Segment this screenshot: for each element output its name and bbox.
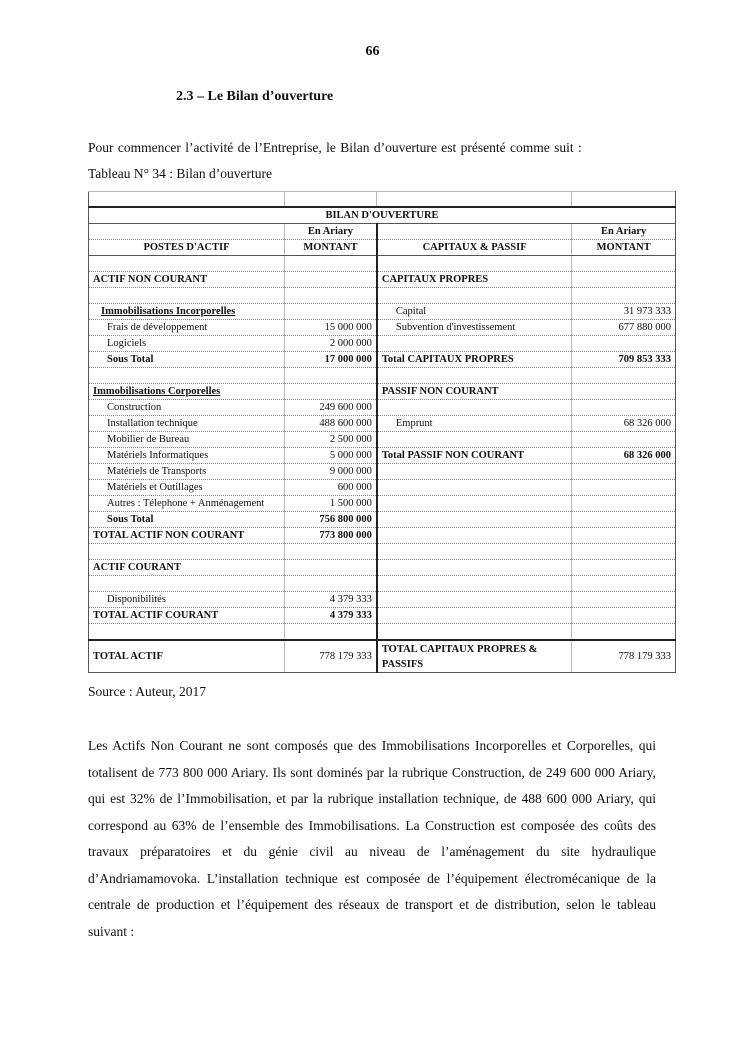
cell-passif: PASSIF NON COURANT — [377, 384, 572, 400]
cell-montant-passif — [572, 528, 676, 544]
table-row — [89, 608, 676, 624]
table-row — [89, 336, 676, 352]
header-postes-actif: POSTES D'ACTIF — [89, 240, 285, 256]
header-capitaux-passif: CAPITAUX & PASSIF — [377, 240, 572, 256]
cell-actif: Matériels et Outillages — [89, 480, 285, 496]
header-currency-row — [89, 224, 676, 240]
cell-montant-actif: 17 000 000 — [285, 352, 377, 368]
table-row — [89, 352, 676, 368]
cell-montant-actif: 4 379 333 — [285, 592, 377, 608]
cell-actif: Sous Total — [89, 512, 285, 528]
table-row — [89, 432, 676, 448]
cell-montant-passif — [572, 272, 676, 288]
total-passif-label: TOTAL CAPITAUX PROPRES & PASSIFS — [377, 640, 572, 673]
cell-passif: Capital — [377, 304, 572, 320]
cell-actif: TOTAL ACTIF COURANT — [89, 608, 285, 624]
table-row — [89, 464, 676, 480]
cell-actif: Immobilisations Corporelles — [89, 384, 285, 400]
cell-actif: Construction — [89, 400, 285, 416]
cell-montant-passif — [572, 608, 676, 624]
cell-actif: Mobilier de Bureau — [89, 432, 285, 448]
cell-montant-actif: 756 800 000 — [285, 512, 377, 528]
table-row — [89, 512, 676, 528]
cell-montant-passif: 68 326 000 — [572, 448, 676, 464]
cell-montant-actif: 600 000 — [285, 480, 377, 496]
cell-passif — [377, 464, 572, 480]
total-row — [89, 640, 676, 673]
table-row — [89, 320, 676, 336]
cell-montant-actif: 15 000 000 — [285, 320, 377, 336]
cell-montant-actif: 2 500 000 — [285, 432, 377, 448]
cell-montant-passif — [572, 432, 676, 448]
cell-passif: Total CAPITAUX PROPRES — [377, 352, 572, 368]
cell-montant-actif: 9 000 000 — [285, 464, 377, 480]
cell-actif: TOTAL ACTIF NON COURANT — [89, 528, 285, 544]
cell-actif: ACTIF COURANT — [89, 560, 285, 576]
cell-montant-passif — [572, 592, 676, 608]
body-paragraph: Les Actifs Non Courant ne sont composés que des Immobilisations Incorporelles et Corporelles, qui totalisent de 773 800 000 Ariary. Ils sont dominés par la rubrique Construction, de 249 600 000 Ariary, qui est 32% de l’Immobilisation, et par la rubrique installation technique, de 488 600 000 Ariary, qui correspond au 63% de l’ensemble des Immobilisations. La Construction est composée des coûts des travaux préparatoires et du génie civil au niveau de l’aménagement du site hydraulique d’Andriamamovoka. L’installation technique est composée de l’équipement électromécanique de la centrale de production et l’équipement des réseaux de transport et de distribution, selon le tableau suivant : — [88, 738, 656, 939]
cell-montant-passif — [572, 400, 676, 416]
table-row — [89, 480, 676, 496]
cell-passif — [377, 496, 572, 512]
table-row — [89, 544, 676, 560]
header-montant-actif: MONTANT — [285, 240, 377, 256]
table-row — [89, 272, 676, 288]
intro-paragraph: Pour commencer l’activité de l’Entreprise, le Bilan d’ouverture est présenté comme suit : — [88, 140, 582, 155]
cell-montant-actif: 2 000 000 — [285, 336, 377, 352]
cell-actif: Immobilisations Incorporelles — [89, 304, 285, 320]
table-row — [89, 416, 676, 432]
cell-passif — [377, 592, 572, 608]
cell-passif — [377, 400, 572, 416]
cell-actif: Matériels de Transports — [89, 464, 285, 480]
table-row — [89, 560, 676, 576]
cell-passif — [377, 608, 572, 624]
currency-label-passif: En Ariary — [572, 224, 676, 240]
table-title: BILAN D'OUVERTURE — [89, 207, 676, 224]
cell-actif: Matériels Informatiques — [89, 448, 285, 464]
cell-montant-actif — [285, 384, 377, 400]
table-row — [89, 448, 676, 464]
cell-actif: Installation technique — [89, 416, 285, 432]
table-row — [89, 368, 676, 384]
cell-montant-actif: 5 000 000 — [285, 448, 377, 464]
cell-montant-passif — [572, 560, 676, 576]
table-row — [89, 256, 676, 272]
table-row — [89, 528, 676, 544]
cell-montant-passif: 68 326 000 — [572, 416, 676, 432]
cell-montant-passif: 31 973 333 — [572, 304, 676, 320]
total-actif-label: TOTAL ACTIF — [89, 640, 285, 673]
cell-actif: Disponibilités — [89, 592, 285, 608]
cell-montant-passif — [572, 480, 676, 496]
cell-montant-passif — [572, 464, 676, 480]
currency-label-actif: En Ariary — [285, 224, 377, 240]
cell-montant-actif — [285, 560, 377, 576]
cell-montant-actif: 488 600 000 — [285, 416, 377, 432]
header-montant-passif: MONTANT — [572, 240, 676, 256]
cell-passif: Subvention d'investissement — [377, 320, 572, 336]
table-row — [89, 304, 676, 320]
cell-actif: Frais de développement — [89, 320, 285, 336]
cell-montant-actif — [285, 304, 377, 320]
table-row — [89, 624, 676, 641]
cell-passif — [377, 560, 572, 576]
page-number: 66 — [365, 44, 380, 59]
cell-montant-passif: 709 853 333 — [572, 352, 676, 368]
table-title-row — [89, 207, 676, 224]
cell-passif: Total PASSIF NON COURANT — [377, 448, 572, 464]
cell-actif: ACTIF NON COURANT — [89, 272, 285, 288]
cell-passif — [377, 528, 572, 544]
cell-montant-actif: 249 600 000 — [285, 400, 377, 416]
total-passif-value: 778 179 333 — [572, 640, 676, 673]
cell-passif — [377, 512, 572, 528]
cell-passif — [377, 336, 572, 352]
table-row — [89, 576, 676, 592]
cell-montant-passif — [572, 336, 676, 352]
section-title: 2.3 – Le Bilan d’ouverture — [176, 89, 334, 104]
table-source: Source : Auteur, 2017 — [88, 684, 206, 699]
table-row — [89, 288, 676, 304]
cell-montant-actif: 1 500 000 — [285, 496, 377, 512]
cell-montant-actif — [285, 272, 377, 288]
table-row — [89, 400, 676, 416]
table-row — [89, 384, 676, 400]
cell-montant-passif — [572, 384, 676, 400]
cell-passif: Emprunt — [377, 416, 572, 432]
total-actif-value: 778 179 333 — [285, 640, 377, 673]
cell-actif: Logiciels — [89, 336, 285, 352]
table-row — [89, 496, 676, 512]
cell-passif: CAPITAUX PROPRES — [377, 272, 572, 288]
cell-actif: Sous Total — [89, 352, 285, 368]
table-row — [89, 592, 676, 608]
bilan-table — [88, 191, 676, 673]
cell-montant-passif — [572, 512, 676, 528]
cell-montant-actif: 773 800 000 — [285, 528, 377, 544]
header-row — [89, 240, 676, 256]
cell-actif: Autres : Télephone + Anménagement — [89, 496, 285, 512]
cell-montant-passif: 677 880 000 — [572, 320, 676, 336]
table-caption: Tableau N° 34 : Bilan d’ouverture — [88, 166, 273, 181]
cell-passif — [377, 480, 572, 496]
cell-passif — [377, 432, 572, 448]
cell-montant-actif: 4 379 333 — [285, 608, 377, 624]
cell-montant-passif — [572, 496, 676, 512]
